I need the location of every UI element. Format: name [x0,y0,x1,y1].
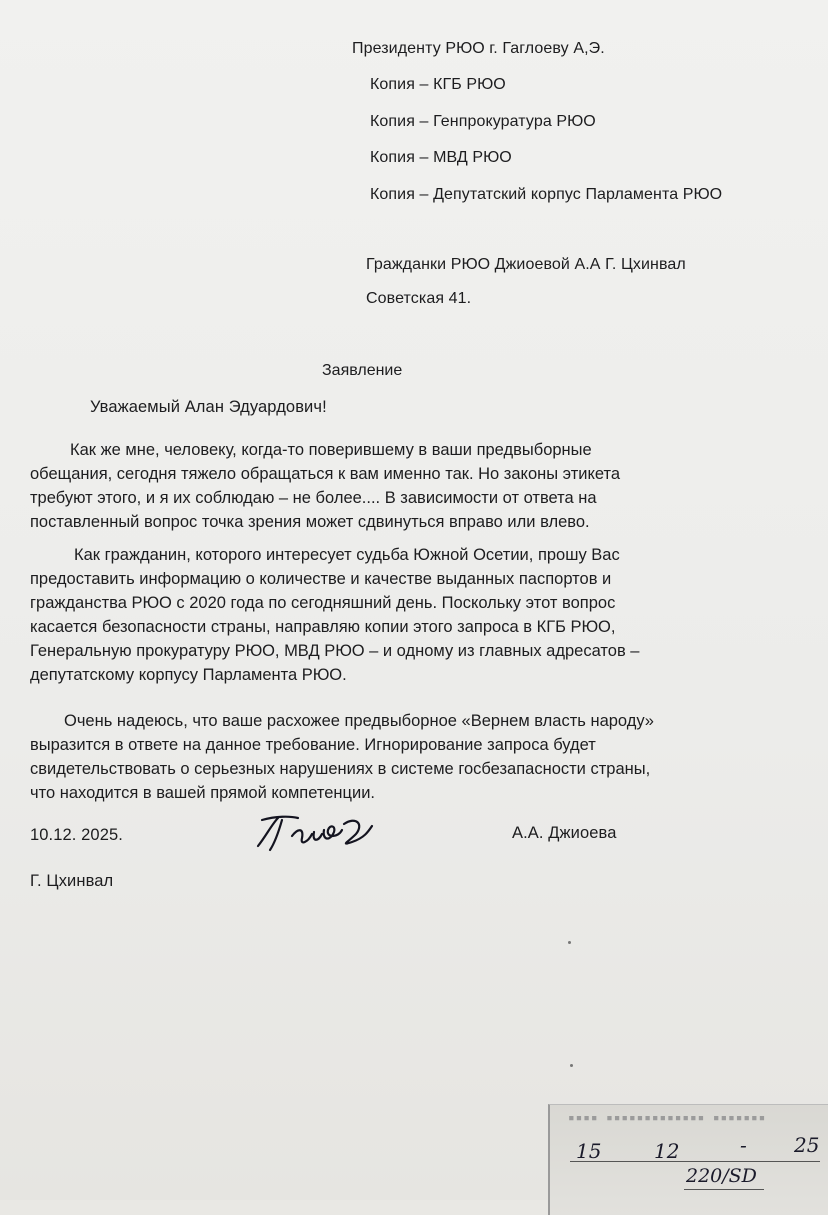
registration-stamp [548,1104,828,1215]
speck [570,1064,573,1067]
paragraph-line: что находится в вашей прямой компетенции. [30,784,376,802]
stamp-dash: - [740,1133,747,1157]
sender-line: Гражданки РЮО Джиоевой А.А Г. Цхинвал [366,256,686,273]
city: Г. Цхинвал [30,872,114,890]
signer-name: А.А. Джиоева [512,824,617,842]
copy-line-mvd: Копия – МВД РЮО [370,149,512,166]
paragraph-1 [30,438,800,534]
paragraph-line: Очень надеюсь, что ваше расхожее предвыборное «Вернем власть народу» [64,712,654,730]
stamp-day: 15 [576,1139,602,1163]
paragraph-line: гражданства РЮО с 2020 года по сегодняшний день. Поскольку этот вопрос [30,594,616,612]
address-line: Советская 41. [366,290,472,307]
paragraph-2 [30,543,800,687]
recipient-line: Президенту РЮО г. Гаглоеву А,Э. [352,40,605,57]
paragraph-line: предоставить информацию о количестве и качестве выданных паспортов и [30,570,612,588]
paragraph-line: выразится в ответе на данное требование. Игнорирование запроса будет [30,736,596,754]
paragraph-line: депутатскому корпусу Парламента РЮО. [30,666,347,684]
document-title: Заявление [322,362,403,379]
copy-line-kgb: Копия – КГБ РЮО [370,76,506,93]
copy-line-parliament: Копия – Депутатский корпус Парламента РЮО [370,186,723,203]
greeting: Уважаемый Алан Эдуардович! [90,398,327,416]
date: 10.12. 2025. [30,826,123,844]
paragraph-line: свидетельствовать о серьезных нарушениях в системе госбезапасности страны, [30,760,651,778]
paragraph-line: касается безопасности страны, направляю копии этого запроса в КГБ РЮО, [30,618,616,636]
paragraph-line: Как же мне, человеку, когда-то поверившему в ваши предвыборные [70,441,592,459]
stamp-header: ▪▪▪▪ ▪▪▪▪▪▪▪▪▪▪▪▪▪ ▪▪▪▪▪▪▪ [568,1111,767,1124]
stamp-date-rule [570,1161,820,1162]
paragraph-line: Генеральную прокуратуру РЮО, МВД РЮО – и одному из главных адресатов – [30,642,640,660]
copy-line-prosecutor: Копия – Генпрокуратура РЮО [370,113,596,130]
handwritten-signature [252,806,376,862]
stamp-number-rule [684,1189,764,1190]
stamp-year: 25 [794,1133,820,1157]
paragraph-line: Как гражданин, которого интересует судьба Южной Осетии, прошу Вас [74,546,620,564]
speck [568,941,571,944]
paragraph-line: поставленный вопрос точка зрения может сдвинуться вправо или влево. [30,513,590,531]
stamp-number: 220/SD [686,1165,757,1187]
paragraph-line: обещания, сегодня тяжело обращаться к вам именно так. Но законы этикета [30,465,621,483]
stamp-month: 12 [654,1139,680,1163]
paragraph-line: требуют этого, и я их соблюдаю – не более.... В зависимости от ответа на [30,489,597,507]
paragraph-3 [30,709,800,805]
